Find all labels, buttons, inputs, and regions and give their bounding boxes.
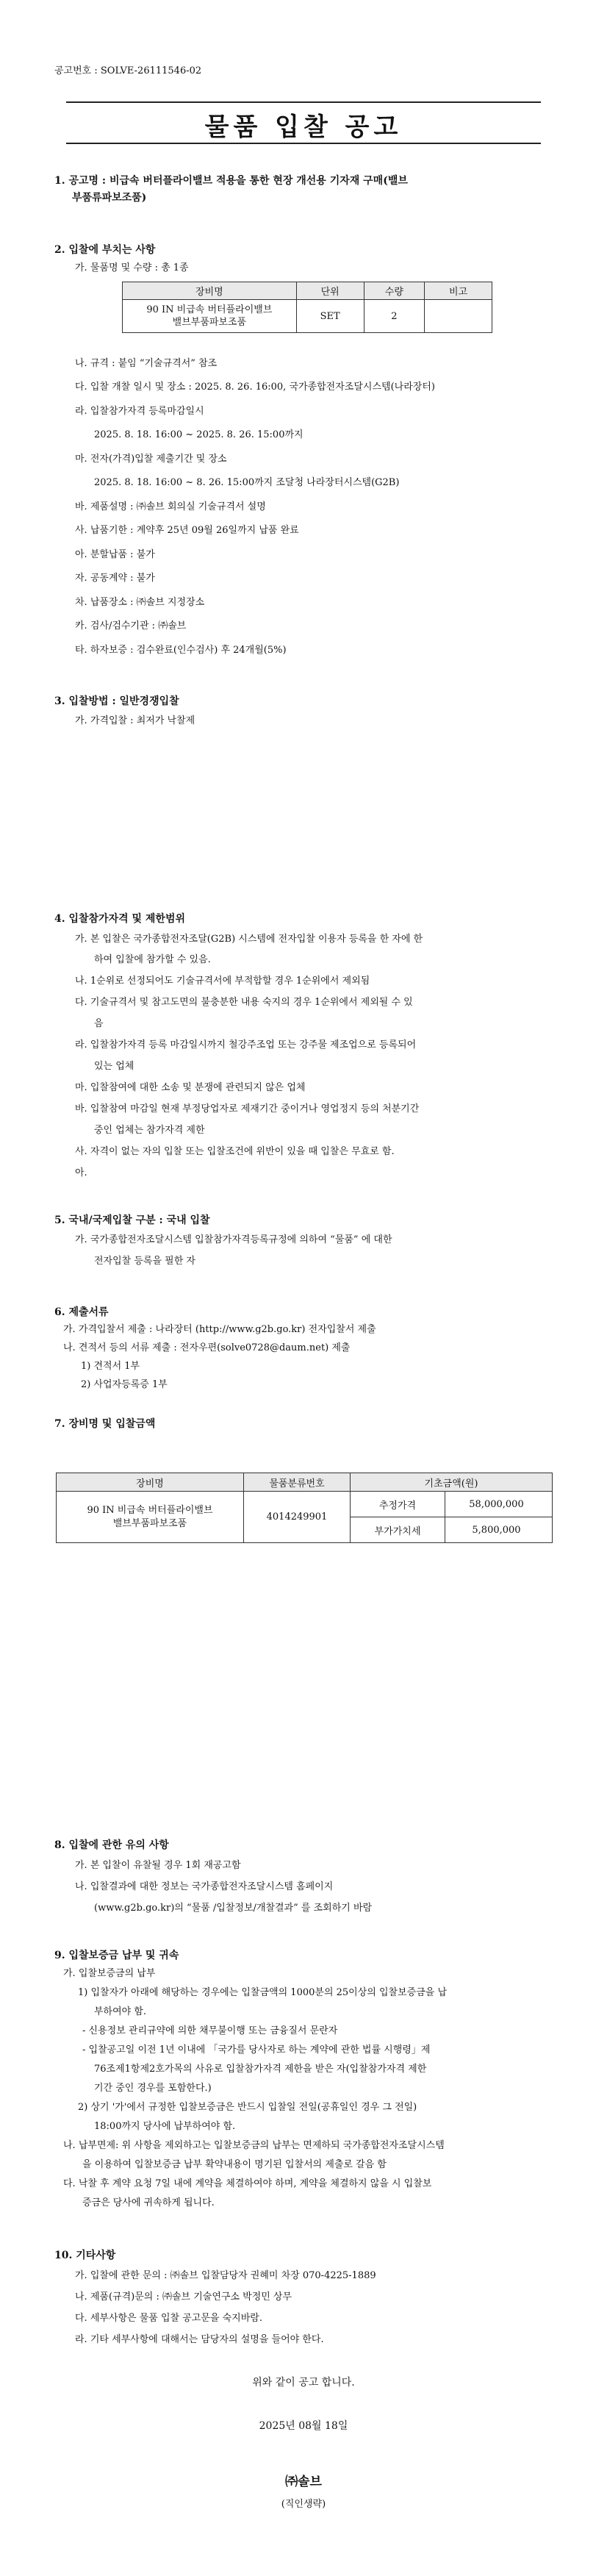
section8-heading: 8. 입찰에 관한 유의 사항 [54,1839,169,1851]
section9-item: 을 이용하여 입찰보증금 납부 확약내용이 명기된 입찰서의 제출로 갈음 함 [82,2159,387,2170]
item-qty-cell: 2 [364,300,425,333]
section9-item: 기간 중인 경우를 포함한다.) [94,2083,212,2094]
section4-item: 중인 업체는 참가자격 제한 [94,1125,205,1136]
section9-item: 1) 입찰자가 아래에 해당하는 경우에는 입찰금액의 1000분의 25이상의 입찰보증금을 납 [78,1987,448,1998]
section2-item: 타. 하자보증 : 검수완료(인수검사) 후 24개월(5%) [75,645,287,656]
announcement-date: 2025년 08월 18일 [259,2420,348,2432]
section8-item: (www.g2b.go.kr)의 “물품 /입찰정보/개찰결과” 를 조회하기 바람 [94,1903,373,1914]
section3-heading: 3. 입찰방법 : 일반경쟁입찰 [54,695,179,707]
price-code-cell: 4014249901 [244,1492,351,1543]
item-table-header: 장비명 [123,282,297,300]
section8-item: 가. 본 입찰이 유찰될 경우 1회 재공고함 [75,1860,241,1871]
price-est-label: 추정가격 [351,1492,445,1517]
price-vat-label: 부가가치세 [351,1517,445,1543]
section9-item: 다. 낙찰 후 계약 요청 7일 내에 계약을 체결하여야 하며, 계약을 체결하지 않을 시 입찰보 [63,2178,432,2189]
section6-heading: 6. 제출서류 [54,1306,109,1318]
section2-heading: 2. 입찰에 부치는 사항 [54,244,156,256]
section4-item: 마. 입찰참여에 대한 소송 및 분쟁에 관련되지 않은 업체 [75,1082,306,1093]
section6-item: 1) 견적서 1부 [81,1361,140,1372]
item-table-header: 단위 [296,282,364,300]
section2-item: 나. 규격 : 붙임 “기술규격서” 참조 [75,358,218,369]
price-table [56,1473,553,1543]
notice-number: 공고번호 : SOLVE-26111546-02 [54,65,202,76]
section8-item: 나. 입찰결과에 대한 정보는 국가종합전자조달시스템 홈페이지 [75,1881,334,1892]
section4-item: 바. 입찰참여 마감일 현재 부정당업자로 제재기간 중이거나 영업정지 등의 처분기간 [75,1103,420,1115]
section2-item: 차. 납품장소 : ㈜솔브 지정장소 [75,597,205,608]
item-unit-cell: SET [296,300,364,333]
section2-item: 2025. 8. 18. 16:00 ~ 8. 26. 15:00까지 조달청 나라장터시스템(G2B) [94,477,400,488]
section2-item: 라. 입찰참가자격 등록마감일시 [75,406,204,417]
title-top-rule [66,101,541,103]
section4-item: 음 [94,1018,104,1029]
section6-item: 나. 견적서 등의 서류 제출 : 전자우편(solve0728@daum.net) 제출 [63,1342,351,1353]
section2-item: 바. 제품설명 : ㈜솔브 회의실 기술규격서 설명 [75,501,266,512]
section4-item: 라. 입찰참가자격 등록 마감일시까지 철강주조업 또는 강주물 제조업으로 등록되어 [75,1040,417,1051]
price-table-header-name: 장비명 [57,1473,244,1492]
section4-item: 하여 입찰에 참가할 수 있음. [94,954,211,965]
section2-item: 마. 전자(가격)입찰 제출기간 및 장소 [75,454,227,465]
section4-heading: 4. 입찰참가자격 및 제한범위 [54,913,186,925]
section3-item: 가. 가격입찰 : 최저가 낙찰제 [75,715,195,726]
item-name-cell [123,300,297,333]
item-name-line2: 밸브부품파보조품 [172,317,247,328]
section5-heading: 5. 국내/국제입찰 구분 : 국내 입찰 [54,1214,210,1226]
item-note-cell [425,300,492,333]
page-title: 물품 입찰 공고 [204,112,403,142]
section5-line: 전자입찰 등록을 필한 자 [94,1256,195,1267]
seal-note: (직인생략) [281,2499,326,2510]
section4-item: 나. 1순위로 선정되어도 기술규격서에 부적합할 경우 1순위에서 제외됨 [75,976,370,987]
section2-item: 2025. 8. 18. 16:00 ~ 2025. 8. 26. 15:00까지 [94,429,304,440]
item-name-line1: 90 IN 비급속 버터플라이밸브 [146,304,273,315]
section1-heading: 1. 공고명 : 비급속 버터플라이밸브 적용을 통한 현장 개선용 기자재 구매(밸브 [54,175,408,187]
item-table-row [123,300,492,333]
price-est-value: 58,000,000 [445,1492,553,1517]
price-table-header-code: 물품분류번호 [244,1473,351,1492]
section9-item: 증금은 당사에 귀속하게 됩니다. [82,2197,215,2208]
price-name-cell [57,1492,244,1543]
section10-heading: 10. 기타사항 [54,2250,116,2261]
price-name-line1: 90 IN 비급속 버터플라이밸브 [87,1504,213,1516]
section9-item: 나. 납부면제: 위 사항을 제외하고는 입찰보증금의 납부는 면제하되 국가종합전자조달시스템 [63,2140,445,2151]
section10-item: 다. 세부사항은 물품 입찰 공고문을 숙지바람. [75,2313,262,2324]
section9-item: - 입찰공고일 이전 1년 이내에 「국가를 당사자로 하는 계약에 관한 법률 시행령」제 [82,2044,431,2056]
section9-item: 2) 상기 '가'에서 규정한 입찰보증금은 반드시 입찰일 전일(공휴일인 경우 그 전일) [78,2102,417,2113]
price-table-row [57,1492,553,1517]
section2-item: 다. 입찰 개찰 일시 및 장소 : 2025. 8. 26. 16:00, 국가종합전자조달시스템(나라장터) [75,382,435,393]
section5-line: 가. 국가종합전자조달시스템 입찰참가자격등록규정에 의하여 “물품” 에 대한 [75,1234,392,1245]
section9-item: 18:00까지 당사에 납부하여야 함. [94,2121,236,2132]
section4-item: 있는 업체 [94,1061,134,1072]
section7-heading: 7. 장비명 및 입찰금액 [54,1418,156,1430]
section10-item: 나. 제품(규격)문의 : ㈜솔브 기술연구소 박정민 상무 [75,2291,292,2303]
section2-item: 자. 공동계약 : 불가 [75,573,155,584]
item-table-header-row [123,282,492,300]
section6-item: 2) 사업자등록증 1부 [81,1379,168,1390]
price-table-header-price: 기초금액(원) [351,1473,553,1492]
section10-item: 가. 입찰에 관한 문의 : ㈜솔브 입찰담당자 권혜미 차장 070-4225-1889 [75,2270,376,2281]
section4-item: 가. 본 입찰은 국가종합전자조달(G2B) 시스템에 전자입찰 이용자 등록을 한 자에 한 [75,934,423,945]
section1-heading-cont: 부품류파보조품) [72,192,147,204]
section9-item: 가. 입찰보증금의 납부 [63,1968,156,1979]
section4-item: 사. 자격이 없는 자의 입찰 또는 입찰조건에 위반이 있을 때 입찰은 무효로 함. [75,1146,395,1157]
item-table-header: 수량 [364,282,425,300]
section2-item: 카. 검사/검수기관 : ㈜솔브 [75,620,187,632]
company-name: ㈜솔브 [285,2475,322,2489]
section2-item: 사. 납품기한 : 계약후 25년 09월 26일까지 납품 완료 [75,525,299,536]
price-name-line2: 밸브부품파보조품 [112,1517,187,1529]
section2-item: 아. 분할납품 : 불가 [75,549,155,560]
section9-item: 76조제1항제2호가목의 사유로 입찰참가자격 제한을 받은 자(입찰참가자격 제한 [94,2064,427,2075]
item-table [122,282,492,333]
section9-heading: 9. 입찰보증금 납부 및 귀속 [54,1950,179,1961]
section10-item: 라. 기타 세부사항에 대해서는 담당자의 설명을 들어야 한다. [75,2334,324,2345]
price-table-header-row [57,1473,553,1492]
section4-item: 다. 기술규격서 및 참고도면의 불충분한 내용 숙지의 경우 1순위에서 제외될 수 있 [75,997,413,1008]
section2-item-ga: 가. 물품명 및 수량 : 총 1종 [75,262,189,273]
item-table-header: 비고 [425,282,492,300]
section9-item: - 신용정보 관리규약에 의한 채무불이행 또는 금융질서 문란자 [82,2025,338,2036]
title-bottom-rule [66,143,541,144]
section6-item: 가. 가격입찰서 제출 : 나라장터 (http://www.g2b.go.kr) 전자입찰서 제출 [63,1324,376,1335]
section4-item: 아. [75,1167,87,1178]
closing-statement: 위와 같이 공고 합니다. [252,2377,355,2389]
price-vat-value: 5,800,000 [445,1517,553,1543]
section9-item: 부하여야 함. [94,2006,147,2017]
